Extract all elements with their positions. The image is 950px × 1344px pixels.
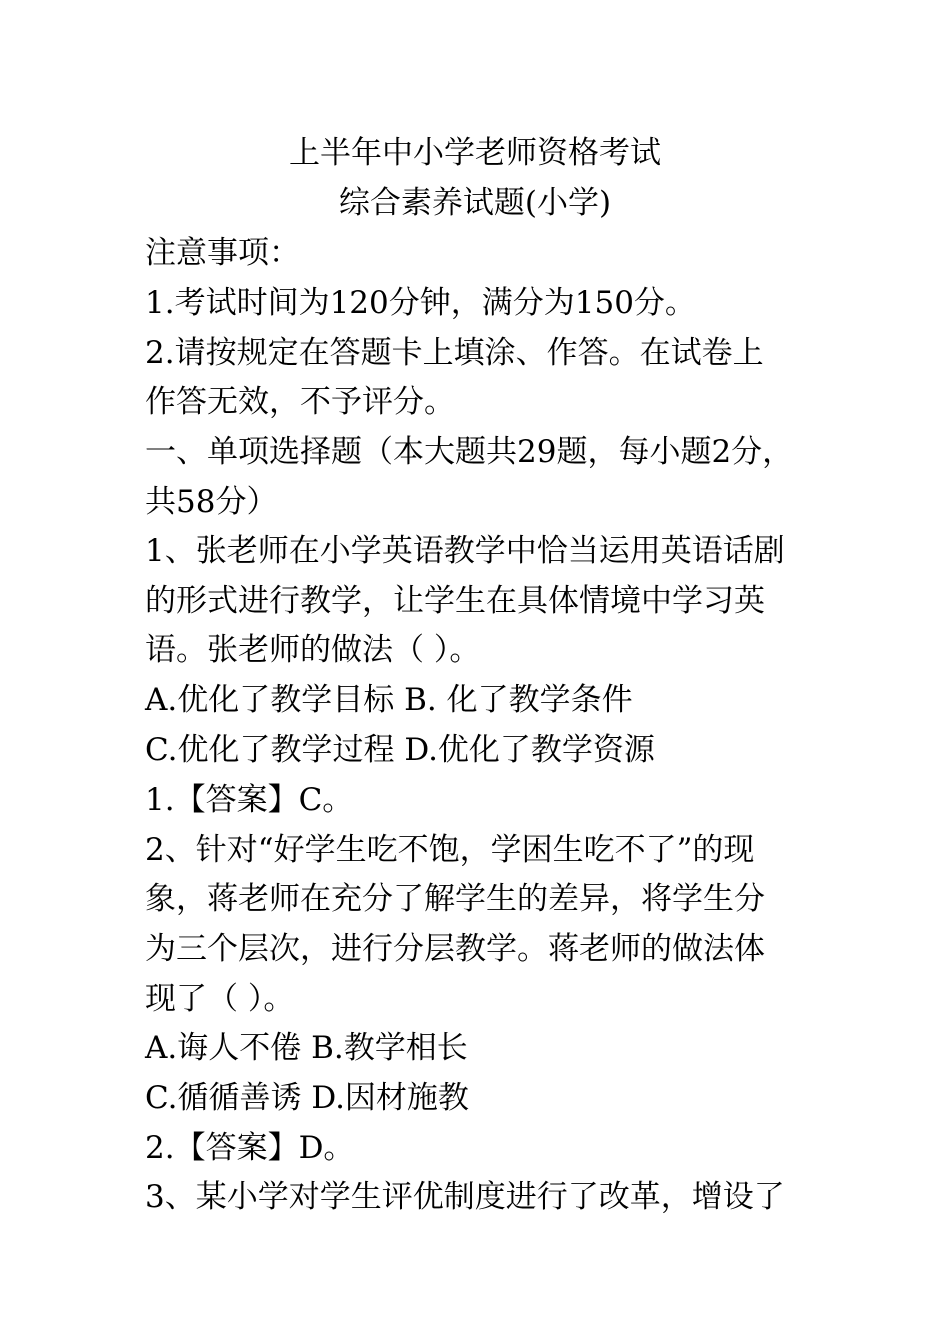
question-2-line-3: 为三个层次，进行分层教学。蒋老师的做法体 [145,931,765,967]
question-2-options-ab: A.诲人不倦 B.教学相长 [145,1030,468,1066]
question-2-line-2: 象，蒋老师在充分了解学生的差异，将学生分 [145,881,765,917]
question-1-line-2: 的形式进行教学，让学生在具体情境中学习英 [145,583,765,619]
question-2-line-1: 2、针对“好学生吃不饱，学困生吃不了”的现 [145,832,755,868]
title-line-1: 上半年中小学老师资格考试 [289,135,661,171]
question-1-options-cd: C.优化了教学过程 D.优化了教学资源 [145,732,655,768]
question-1-line-3: 语。张老师的做法（ ）。 [145,632,481,668]
notice-item-1: 1.考试时间为120分钟，满分为150分。 [145,285,696,321]
title-line-2: 综合素养试题(小学) [338,185,612,221]
question-2-answer: 2.【答案】D。 [145,1130,355,1166]
question-1-line-1: 1、张老师在小学英语教学中恰当运用英语话剧 [145,533,785,569]
notice-heading: 注意事项： [145,235,300,271]
notice-item-2-line-1: 2.请按规定在答题卡上填涂、作答。在试卷上 [145,335,764,371]
question-2-options-cd: C.循循善诱 D.因材施教 [145,1080,469,1116]
question-1-options-ab: A.优化了教学目标 B. 化了教学条件 [145,682,633,718]
question-1-answer: 1.【答案】C。 [145,782,354,818]
section-heading-line-1: 一、单项选择题（本大题共29题，每小题2分， [145,434,794,470]
notice-item-2-line-2: 作答无效，不予评分。 [145,384,455,420]
question-3-line-1: 3、某小学对学生评优制度进行了改革，增设了 [145,1179,785,1215]
question-2-line-4: 现了（ ）。 [145,981,295,1017]
section-heading-line-2: 共58分） [145,484,278,520]
